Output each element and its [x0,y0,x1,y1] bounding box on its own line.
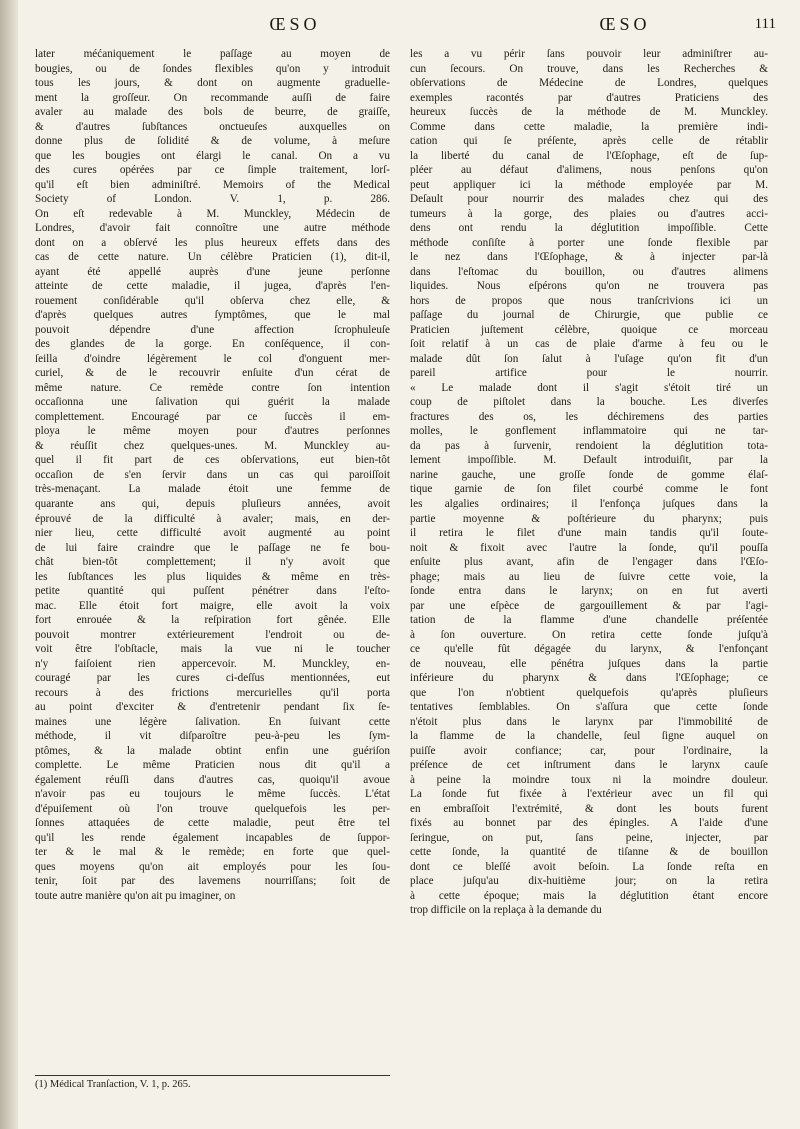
right-column-line: n'étoit plus dans le larynx par l'immobilité de [410,715,768,728]
left-column-line: complettement. Encouragé par ce ſuccès il em- [35,410,390,423]
right-column-line: tentatives ſemblables. On s'aſſura que cette ſonde [410,701,768,714]
left-column-line: avaler au malade des bols de beurre, de graiſſe, [35,106,390,119]
left-column-line: nier lieu, cette difficulté avoit augmenté au point [35,527,390,540]
left-column-line: n'avoir pas eu toujours le même ſuccès. L'état [35,788,390,801]
footnote: (1) Médical Tranſaction, V. 1, p. 265. [35,1079,191,1090]
running-head-left: ŒSO [269,14,321,34]
right-column-line: dens ont rendu la déglutition impoſſible. Cette [410,222,768,235]
left-column-line: ploya le même moyen pour d'autres perſonnes [35,425,390,438]
left-column-line: Londres, d'avoir fait connoître une autre méthode [35,222,390,235]
left-column-line: voit être l'obſtacle, mais la vue ni le toucher [35,643,390,656]
right-column-line: à ſon ouverture. On retira cette ſonde juſqu'à [410,628,768,641]
right-column-line: noit & fixoit avec l'autre la ſonde, qu'il pouſſa [410,541,768,554]
left-column-line: chât bien-tôt complettement; il n'y avoit que [35,556,390,569]
left-column-line: & d'autres ſubſtances onctueuſes auxquelles on [35,120,390,133]
right-column-line: tique garnie de ſon filet courbé comme le font [410,483,768,496]
right-column-line: le nez dans l'Œſophage, & à injecter par-là [410,251,768,264]
left-column-line: bougies, ou de ſondes flexibles qu'on y introduit [35,62,390,75]
footnote-rule [35,1075,390,1076]
left-column-line: éprouvé de la difficulté à avaler; mais, en der- [35,512,390,525]
left-column-line: couragé par les cures ci-deſſus mentionnées, eut [35,672,390,685]
left-column-line: que les bougies ont élargi le canal. On a vu [35,149,390,162]
right-column-line: méthode conſiſte à porter une ſonde flexible par [410,236,768,249]
left-column-line: tenir, ſoit par des lavemens nourriſſans; ſoit de [35,875,390,888]
right-column-line: molles, le gonflement inflammatoire qui ne tar- [410,425,768,438]
right-column-line: trop difficile on la replaça à la demande du [410,904,602,917]
right-column-line: cation qui ſe préſente, après celle de rétablir [410,135,768,148]
left-column-line: petite quantité qui puſſent pénétrer dans l'eſto- [35,585,390,598]
left-column-line: n'y faiſoient rien appercevoir. M. Munckley, en- [35,657,390,670]
right-column-line: enſuite plus avant, afin de l'engager dans l'Œſo- [410,556,768,569]
left-column-line: recours à des frictions mercurielles qu'il porta [35,686,390,699]
right-column-line: de nouveau, elle pénétra juſques dans la partie [410,657,768,670]
right-column-line: pareil artifice pour le nourrir. [410,367,768,380]
right-column-line: malade dût ſon ſalut à l'uſage qu'on fit d'un [410,352,768,365]
left-column-line: qu'il les rende également incapables de ſuppor- [35,831,390,844]
left-column-line: ptômes, & la malade obtint enfin une guériſon [35,744,390,757]
right-column-line: La ſonde fut fixée à l'extérieur avec un fil qui [410,788,768,801]
right-column-line: liquides. Nous eſpérons qu'on ne trouvera pas [410,280,768,293]
left-column-line: ter & le mal & le remède; en forte que quel- [35,846,390,859]
right-column-line: « Le malade dont il s'agit s'étoit tiré un [410,381,768,394]
left-column-line: mac. Elle étoit fort maigre, elle avoit la voix [35,599,390,612]
left-column-line: complette. Le même Praticien nous dit qu'il a [35,759,390,772]
right-column-line: dans l'eſtomac du bouillon, ou d'autres alimens [410,265,768,278]
right-column-line: préſence de cet inſtrument dans le larynx cauſe [410,759,768,772]
left-column-line: atteinte de cette maladie, il jugea, d'après l'en- [35,280,390,293]
left-column-line: pouvoit dépendre d'une affection ſcrophuleuſe [35,323,390,336]
left-column-line: quarante ans qui, depuis pluſieurs années, avoit [35,497,390,510]
left-column-line: On eſt redevable à M. Munckley, Médecin de [35,207,390,220]
left-column-line: later méćaniquement le paſſage au moyen de [35,48,390,60]
left-column-line: de lui faire craindre que le paſſage ne fe bou- [35,541,390,554]
left-column-line: même nature. Ce remède contre ſon intention [35,381,390,394]
right-column-line: tation de la flamme d'une chandelle préſentée [410,614,768,627]
left-column-line: les ſubſtances les plus liquides & même en très- [35,570,390,583]
left-column-line: d'épuiſement où l'on trouve quelquefois les per- [35,802,390,815]
right-column-line: fractures des os, les déchiremens des parties [410,410,768,423]
right-column-line: ce qu'elle fût dégagée du larynx, & l'enfonçant [410,643,768,656]
right-column-line: partie moyenne & poſtérieure du pharynx; puis [410,512,768,525]
right-column-line: les a vu périr ſans pouvoir leur adminiſtrer au- [410,48,768,60]
right-column-line: Comme dans cette maladie, la première indi- [410,120,768,133]
left-column-line: rouement conſidérable qu'il obſerva chez elle, & [35,294,390,307]
right-column-line: puiſſe avoir confiance; car, pour l'ordinaire, la [410,744,768,757]
left-column-line: fort enrouée & la reſpiration fort gênée. Elle [35,614,390,627]
right-column-line: narine gauche, une groſſe ſonde de gomme élaſ- [410,468,768,481]
right-text-column [410,47,768,918]
left-column-line: qu'il eſt bien adminiſtré. Memoirs of the Medical [35,178,390,191]
left-column-line: maines une légère ſalivation. En ſuivant cette [35,715,390,728]
right-column-line: cun ſecours. On trouve, dans les Recherches & [410,62,768,75]
left-column-line: ment la groſſeur. On recommande auſſi de faire [35,91,390,104]
left-column-line: méthode, il vit diſparoître peu-à-peu les ſym- [35,730,390,743]
right-column-line: en embraſſoit l'extrémité, & dont les bouts furent [410,802,768,815]
right-column-line: inférieure du pharynx & dans l'Œſophage; ce [410,672,768,685]
right-column-line: ſeringue, on put, ſans peine, injecter, par [410,831,768,844]
left-column-line: au point d'exciter & d'entretenir pendant ſix ſe- [35,701,390,714]
right-column-line: à peine la moindre toux ni la moindre douleur. [410,773,768,786]
left-column-line: ayant été appellé auprès d'une jeune perſonne [35,265,390,278]
left-column-line: ſonnes attaquées de cette maladie, peut être tel [35,817,390,830]
right-column-line: lement impoſſible. M. Default introduiſit, par la [410,454,768,467]
right-column-line: phage; mais au lieu de ſuivre cette voie, la [410,570,768,583]
right-column-line: coup de piſtolet dans la bouche. Les diverſes [410,396,768,409]
right-column-line: fixés au bonnet par des épingles. A l'aide d'une [410,817,768,830]
right-column-line: hors de propos que nous tranſcrivions ici un [410,294,768,307]
right-column-line: pléer au défaut d'alimens, nous penſons qu'on [410,164,768,177]
left-column-line: occaſion de s'en ſervir dans un cas qui paroiſſoit [35,468,390,481]
running-head-right: ŒSO [599,14,651,34]
left-column-line: occaſionna une ſalivation qui guérit la malade [35,396,390,409]
left-column-line: & réuſſit chez quelques-unes. M. Munckley au- [35,439,390,452]
left-column-line: curiel, & de le recouvrir enſuite d'un cérat de [35,367,390,380]
right-column-line: ſoit relatif à un cas de plaie d'arme à feu ou le [410,338,768,351]
right-column-line: paſſage du journal de Chirurgie, que publie ce [410,309,768,322]
page-binding-edge [0,0,18,1129]
left-column-line: tous les jours, & dont on augmente graduelle- [35,77,390,90]
left-column-line: des glandes de la gorge. En conſéquence, il con- [35,338,390,351]
left-column-line: des cures opérées par ce ſimple traitement, lorſ- [35,164,390,177]
right-column-line: place juſqu'au dix-huitième jour; on la retira [410,875,768,888]
right-column-line: exemples racontés par d'autres Praticiens des [410,91,768,104]
left-column-line: d'après quelques autres ſymptômes, que le mal [35,309,390,322]
page-number: 111 [754,16,776,32]
left-column-line: dont on a obſervé les plus heureux effets dans des [35,236,390,249]
right-column-line: Deſault pour nourrir des malades chez qui des [410,193,768,206]
left-column-line: toute autre manière qu'on ait pu imaginer, on [35,889,236,902]
right-column-line: heureux ſuccès de la méthode de M. Munckley. [410,106,768,119]
left-text-column [35,47,390,903]
left-column-line: également réuſſi dans d'autres cas, quoiqu'il avoue [35,773,390,786]
right-column-line: Praticien juſtement célèbre, quoique ce morceau [410,323,768,336]
right-column-line: dont ce bleſſé avoit beſoin. La ſonde reſta en [410,860,768,873]
right-column-line: par une eſpèce de gargouillement & par l'agi- [410,599,768,612]
left-column-line: cas de cette nature. Un célèbre Praticien (1), dit-il, [35,251,390,264]
left-column-line: pouvoit montrer extérieurement l'endroit ou de- [35,628,390,641]
left-column-line: très-menaçant. La malade étoit une femme de [35,483,390,496]
right-column-line: peut appliquer ici la méthode employée par M. [410,178,768,191]
right-column-line: à cette époque; mais la déglutition étant encore [410,889,768,902]
right-column-line: la liberté du canal de l'Œſophage, eſt de ſup- [410,149,768,162]
left-column-line: quel il fit part de ces obſervations, eut bien-tôt [35,454,390,467]
right-column-line: la flamme de la chandelle, ſeul ſigne auquel on [410,730,768,743]
right-column-line: ſonde entra dans le larynx; on en fut averti [410,585,768,598]
left-column-line: Society of London. V. 1, p. 286. [35,193,390,206]
left-column-line: ques moyens qu'on ait employés pour les ſou- [35,860,390,873]
right-column-line: cette ſonde, la quantité de tiſanne & de bouillon [410,846,768,859]
left-column-line: ſeilla d'oindre légèrement le col d'onguent mer- [35,352,390,365]
right-column-line: da pas à ſurvenir, rendoient la déglutition tota- [410,439,768,452]
right-column-line: il retira le filet d'une main tandis qu'il ſoute- [410,527,768,540]
right-column-line: les algalies ordinaires; il l'enfonça juſques dans la [410,497,768,510]
left-column-line: donne plus de ſolidité & de volume, à meſure [35,135,390,148]
right-column-line: tumeurs à la gorge, des plaies ou d'autres acci- [410,207,768,220]
right-column-line: obſervations de Médecine de Londres, quelques [410,77,768,90]
right-column-line: que l'on n'obtient quelquefois qu'après pluſieurs [410,686,768,699]
